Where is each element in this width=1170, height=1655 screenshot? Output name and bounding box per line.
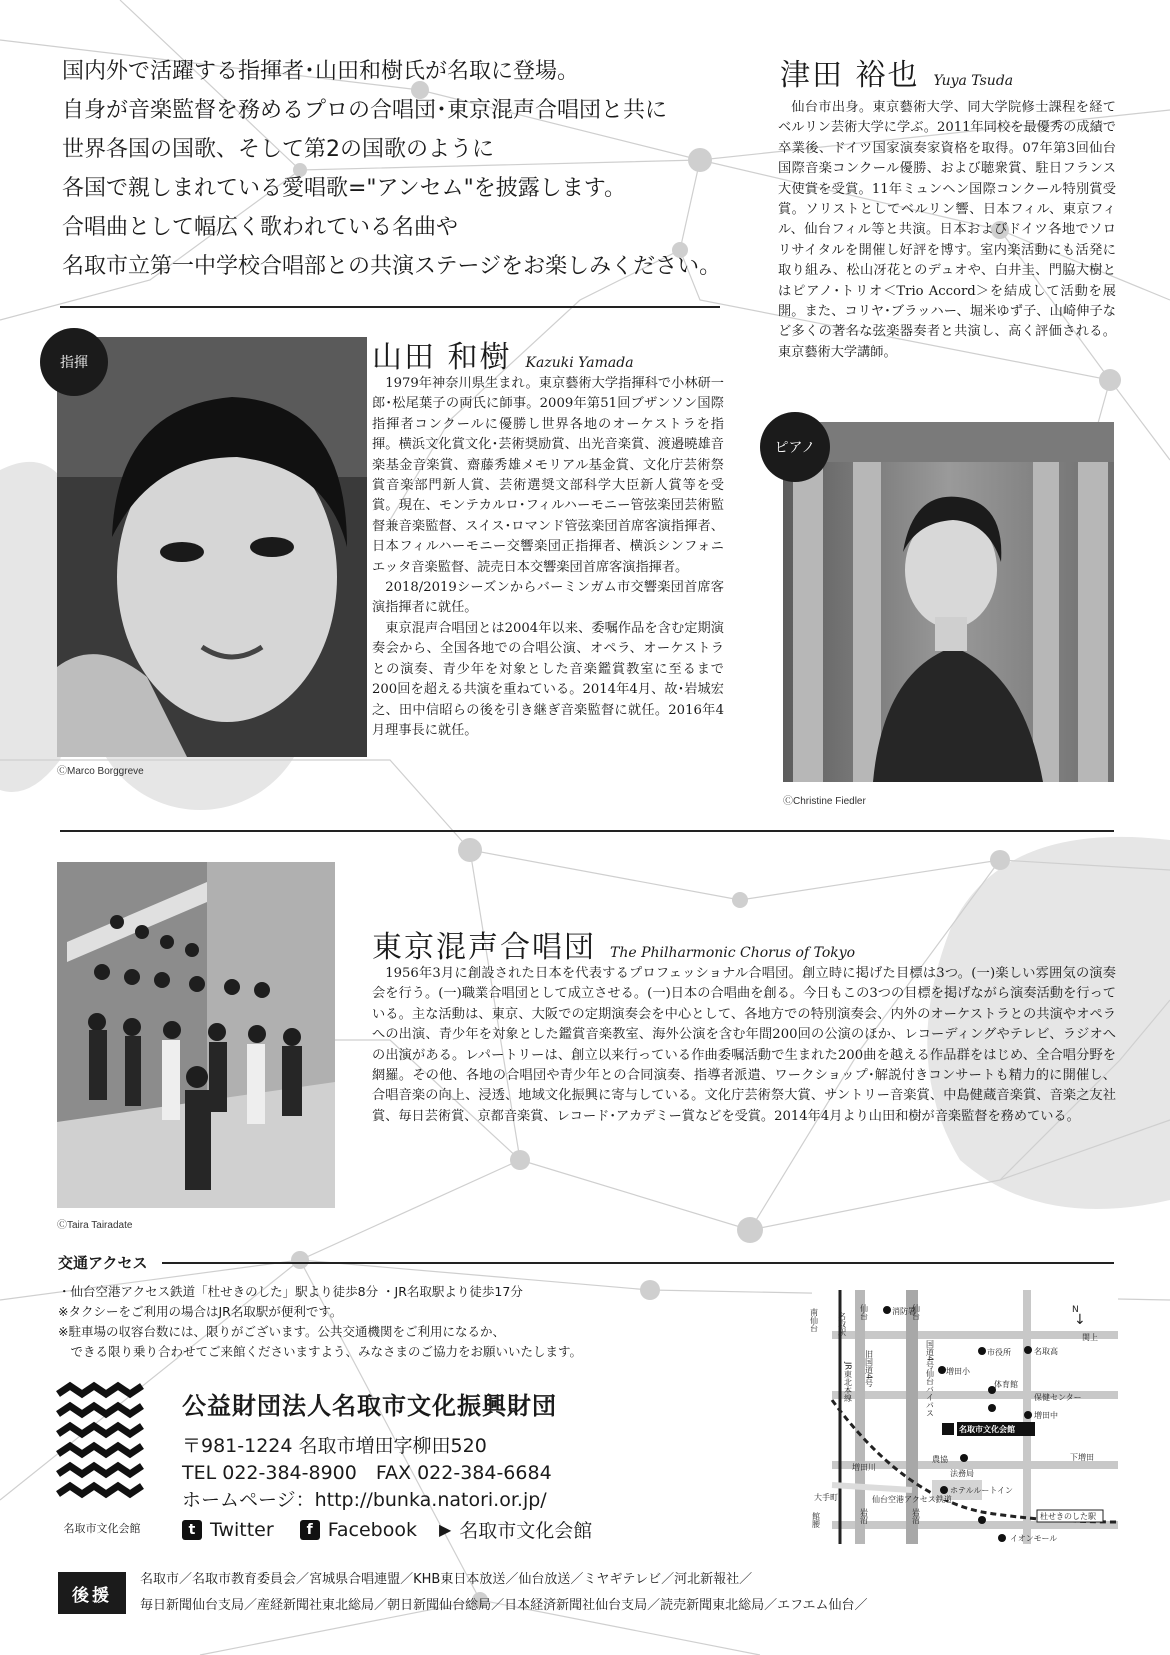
org-name: 公益財団法人名取市文化振興財団 — [182, 1392, 557, 1420]
map-label: 杜せきのした駅 — [1040, 1512, 1096, 1521]
choir-photo — [57, 862, 335, 1208]
wave-logo-icon — [56, 1384, 148, 1514]
map-label: 名取駅 — [837, 1312, 847, 1336]
access-title: 交通アクセス — [58, 1254, 148, 1272]
sponsor-separator: ／ — [661, 1572, 675, 1587]
sponsor-name: 仙台放送 — [518, 1572, 571, 1587]
map-label: 岩沼 — [911, 1508, 921, 1524]
map-label: 体育館 — [994, 1380, 1018, 1389]
org-logo — [56, 1384, 148, 1536]
facebook-link[interactable]: Facebook — [327, 1518, 417, 1541]
intro-line: 各国で親しまれている愛唱歌="アンセム"を披露します。 — [62, 176, 627, 201]
access-map-graphic — [809, 1290, 1118, 1544]
sponsor-name: 読売新聞東北総局 — [660, 1598, 765, 1613]
intro-line: 世界各国の国歌、そして第2の国歌のように — [62, 137, 494, 162]
choir-photo-image — [57, 862, 335, 1208]
access-map — [809, 1290, 1118, 1544]
map-label: JR東北本線 — [843, 1362, 853, 1402]
map-bunka-kaikan-label: 名取市文化会館 — [959, 1425, 1015, 1434]
choir-photo-credit: ⒸTaira Tairadate — [57, 1220, 133, 1231]
sponsor-separator: ／ — [491, 1598, 505, 1613]
social-links — [182, 1516, 592, 1543]
map-label: ホテルルートイン — [950, 1486, 1013, 1495]
map-label: 法務局 — [950, 1469, 974, 1478]
sponsor-name: 名取市教育委員会 — [192, 1572, 297, 1587]
tsuda-bio-paragraph: 仙台市出身。東京藝術大学、同大学院修士課程を経てベルリン芸術大学に学ぶ。2011年同校を最優秀の成績で卒業後、ドイツ国家演奏家資格を取得。07年第3回仙台国際音楽コンクール優勝、および聴衆賞、駐日フランス大使賞を受賞。11年ミュンヘン国際コンクール特別賞受賞。ソリストとしてベルリン響、日本フィル、東京フィル、仙台フィル等と共演。日本およびドイツ各地でソロリサイタルを開催し好評を博す。室内楽活動にも活発に取り組み、松山冴花とのデュオや、白井圭、門脇大樹とはピアノ･トリオ＜Trio Accord＞を結成して活動を展開。また、コリヤ･ブラッハー、堀米ゆず子、山崎伸子など多くの著名な弦楽器奏者と共演し、高く評価される。東京藝術大学講師。 — [778, 100, 1116, 360]
yamada-photo-credit: ⒸMarco Borggreve — [57, 766, 144, 777]
org-homepage[interactable]: ホームページ：http://bunka.natori.or.jp/ — [182, 1489, 547, 1511]
yamada-bio-paragraph: 2018/2019シーズンからバーミンガム市交響楽団首席客演指揮者に就任。 — [372, 580, 724, 616]
sponsor-line — [140, 1593, 868, 1619]
yamada-bio — [372, 374, 724, 741]
yamada-name-jp: 山田 和樹 — [372, 340, 512, 375]
yamada-bio-paragraph: 1979年神奈川県生まれ。東京藝術大学指揮科で小林研一郎･松尾葉子の両氏に師事。2009年第51回ブザンソン国際指揮者コンクールに優勝し世界各地のオーケストラを指揮。横浜文化賞文化･芸術奨励賞、出光音楽賞、渡邉曉雄音楽基金音楽賞、齋藤秀雄メモリアル基金賞、文化庁芸術祭賞音楽部門新人賞、芸術選奨文部科学大臣新人賞等を受賞。現在、モンテカルロ･フィルハーモニー管弦楽団芸術監督兼音楽監督、スイス･ロマンド管弦楽団首席客演指揮者、日本フィルハーモニー交響楽団正指揮者、横浜シンフォニエッタ音楽監督、読売日本交響楽団首席客演指揮者。 — [372, 376, 724, 575]
map-label: 南仙台 — [809, 1308, 819, 1332]
intro-text — [62, 52, 721, 286]
map-label: 岩沼 — [859, 1508, 869, 1524]
sponsor-name: 朝日新聞仙台総局 — [387, 1598, 492, 1613]
sponsor-separator: ／ — [244, 1598, 258, 1613]
map-label: 仙台 — [911, 1304, 921, 1320]
map-north-arrow-icon: ↓ — [1074, 1312, 1086, 1328]
facebook-icon: f — [300, 1520, 320, 1540]
sponsor-name: 名取市 — [140, 1572, 180, 1587]
map-label: 増田小 — [946, 1367, 970, 1376]
map-label: 保健センター — [1034, 1393, 1082, 1402]
map-label: 旧国道4号 — [864, 1350, 874, 1388]
map-label: 消防署 — [892, 1307, 916, 1316]
map-label: 国道4号仙台バイパス — [925, 1340, 935, 1418]
sponsor-separator: ／ — [739, 1572, 753, 1587]
sponsor-label: 後援 — [58, 1572, 126, 1614]
sponsor-name: 産経新聞社東北総局 — [257, 1598, 375, 1613]
tsuda-photo-credit: ⒸChristine Fiedler — [783, 796, 866, 807]
sponsor-name: 日本経済新聞社仙台支局 — [504, 1598, 648, 1613]
twitter-icon: t — [182, 1520, 202, 1540]
sponsor-separator: ／ — [179, 1572, 193, 1587]
map-label: 市役所 — [987, 1348, 1011, 1357]
piano-badge: ピアノ — [760, 412, 830, 482]
sponsor-separator: ／ — [296, 1572, 310, 1587]
hall-link[interactable]: 名取市文化会館 — [459, 1520, 593, 1542]
tsuda-name-jp: 津田 裕也 — [780, 58, 920, 93]
sponsor-separator: ／ — [647, 1598, 661, 1613]
sponsor-name: 毎日新聞仙台支局 — [140, 1598, 245, 1613]
sponsor-name: ミヤギテレビ — [583, 1572, 662, 1587]
sponsor-name: 河北新報社 — [674, 1572, 740, 1587]
conductor-badge: 指揮 — [40, 328, 108, 396]
map-label: 館腰 — [811, 1512, 821, 1528]
tsuda-name-en: Yuya Tsuda — [933, 73, 1014, 89]
sponsor-separator: ／ — [764, 1598, 778, 1613]
twitter-link[interactable]: Twitter — [210, 1518, 274, 1541]
map-label: 増田中 — [1034, 1411, 1058, 1420]
access-line: ※駐車場の収容台数には、限りがございます。公共交通機関をご利用になるか、 — [58, 1324, 505, 1339]
sponsor-separator: ／ — [400, 1572, 414, 1587]
org-tel-fax: TEL 022-384-8900 FAX 022-384-6684 — [182, 1462, 552, 1484]
sponsor-separator: ／ — [570, 1572, 584, 1587]
map-label: 関上 — [1082, 1333, 1098, 1342]
org-address: 〒981-1224 名取市増田字柳田520 — [182, 1435, 487, 1457]
org-logo-caption: 名取市文化会館 — [63, 1522, 141, 1535]
tsuda-heading — [780, 50, 1013, 94]
intro-line: 合唱曲として幅広く歌われている名曲や — [62, 215, 459, 240]
yamada-bio-paragraph: 東京混声合唱団とは2004年以来、委嘱作品を含む定期演奏会から、全国各地での合唱公演、オペラ、オーケストラとの演奏、青少年を対象とした音楽鑑賞教室に至るまで200回を超える共演を重ねている。2014年4月、故･岩城宏之、田中信昭らの後を引き継ぎ音楽監督に就任。2016年4月理事長に就任。 — [372, 620, 724, 738]
access-line: ※タクシーをご利用の場合はJR名取駅が便利です。 — [58, 1304, 343, 1319]
yamada-photo — [57, 337, 367, 757]
intro-line: 国内外で活躍する指揮者･山田和樹氏が名取に登場。 — [62, 59, 580, 84]
sponsor-separator: ／ — [505, 1572, 519, 1587]
yamada-heading — [372, 332, 634, 376]
sponsor-name: 宮城県合唱連盟 — [309, 1572, 401, 1587]
access-header — [58, 1252, 1114, 1273]
access-line: できる限り乗り合わせてご来館くださいますよう、みなさまのご協力をお願いいたします。 — [58, 1344, 583, 1359]
map-north-label: N — [1072, 1305, 1079, 1315]
map-label: 下増田 — [1070, 1453, 1094, 1462]
map-label: 名取高 — [1034, 1347, 1058, 1356]
map-label: 仙台 — [859, 1304, 869, 1320]
sponsor-separator: ／ — [854, 1598, 868, 1613]
play-arrow-icon: ▶ — [438, 1520, 452, 1539]
sponsor-name: KHB東日本放送 — [413, 1572, 506, 1587]
section-divider — [60, 830, 1114, 832]
choir-name-jp: 東京混声合唱団 — [372, 930, 596, 965]
sponsor-separator: ／ — [374, 1598, 388, 1613]
yamada-photo-image — [57, 337, 367, 757]
sponsor-name: エフエム仙台 — [777, 1598, 855, 1613]
tsuda-photo — [783, 422, 1114, 782]
choir-bio-paragraph: 1956年3月に創設された日本を代表するプロフェッショナル合唱団。創立時に掲げた目標は3つ。(一)楽しい雰囲気の演奏会を行う。(一)職業合唱団として成立させる。(一)日本の合唱曲を創る。今日もこの3つの目標を掲げながら演奏活動を行っている。主な活動は、東京、大阪での定期演奏会を中心として、各地方での特別演奏会、内外のオーケストラとの共演やオペラへの出演、青少年を対象とした鑑賞音楽教室、海外公演を含む年間200回の公演のほか、レコーディングやテレビ、ラジオへの出演がある。レパートリーは、創立以来行っている作曲委嘱活動で生まれた200曲を越える作品群をはじめ、全合唱分野を網羅。その他、各地の合唱団や青少年との合同演奏、指導者派遣、ワークショップ･解説付きコンサートも精力的に開催し、合唱音楽の向上、浸透、地域文化振興に寄与している。文化庁芸術祭大賞、サントリー音楽賞、中島健蔵音楽賞、音楽之友社賞、毎日芸術賞、京都音楽賞、レコード･アカデミー賞などを受賞。2014年4月より山田和樹が音楽監督を務めている。 — [372, 966, 1116, 1124]
sponsor-list — [140, 1567, 868, 1619]
tsuda-bio — [778, 98, 1116, 363]
yamada-name-en: Kazuki Yamada — [525, 355, 634, 371]
access-info — [58, 1282, 582, 1362]
access-divider — [162, 1262, 1114, 1264]
tsuda-photo-image — [783, 422, 1114, 782]
choir-name-en: The Philharmonic Chorus of Tokyo — [610, 945, 856, 961]
map-label: 増田川 — [852, 1463, 876, 1472]
map-label: 農協 — [932, 1455, 948, 1464]
choir-heading — [372, 922, 855, 966]
intro-divider — [60, 306, 720, 308]
access-line: ・仙台空港アクセス鉄道「杜せきのした」駅より徒歩8分 ・JR名取駅より徒歩17分 — [58, 1284, 523, 1299]
map-label: 大手町 — [814, 1493, 838, 1502]
org-info — [182, 1386, 592, 1543]
sponsor-line — [140, 1567, 868, 1593]
choir-bio — [372, 964, 1116, 1127]
map-label: 仙台空港アクセス鉄道 — [872, 1495, 952, 1504]
intro-line: 名取市立第一中学校合唱部との共演ステージをお楽しみください。 — [62, 254, 722, 279]
intro-line: 自身が音楽監督を務めるプロの合唱団･東京混声合唱団と共に — [62, 98, 668, 123]
map-label: イオンモール — [1010, 1534, 1058, 1543]
